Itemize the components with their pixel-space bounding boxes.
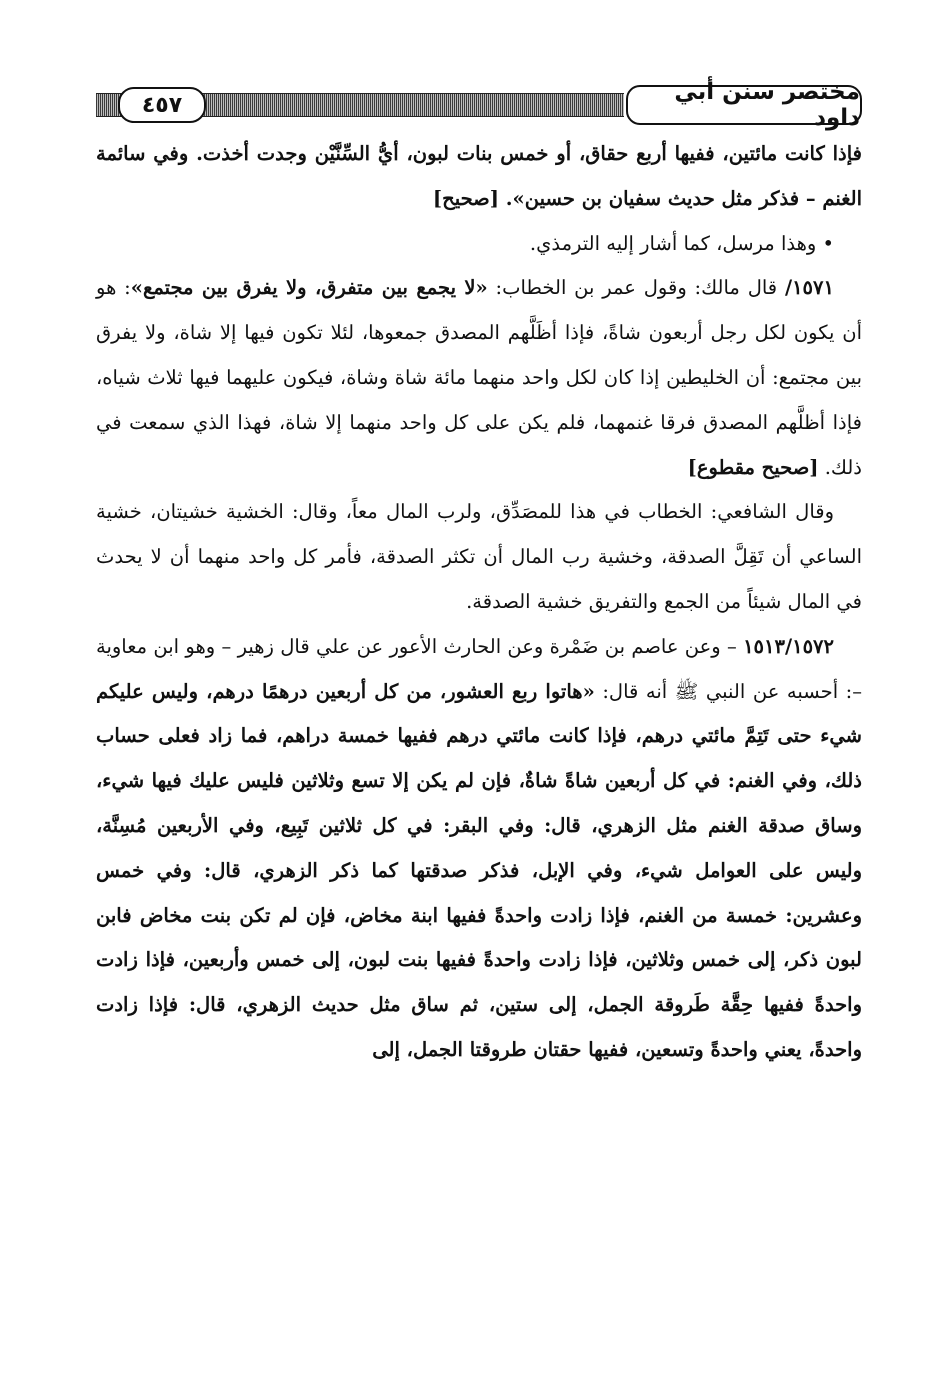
paragraph-5 [96, 625, 862, 1073]
hadith-text: فإذا كانت مائتين، ففيها أربع حقاق، أو خمس بنات لبون، أيُّ السِّنَّيْن وجدت أخذت. وفي سائمة الغنم – فذكر مثل حديث سفيان بن حسين». [صحيح] [96, 142, 862, 210]
page-number: ٤٥٧ [118, 87, 206, 123]
narration-text: – وعن عاصم بن ضَمْرة وعن الحارث الأعور عن علي قال زهير – وهو ابن معاوية –: أحسبه عن النبي ﷺ أنه قال: [96, 634, 862, 703]
explanation-text: : هو أن يكون لكل رجل أربعون شاةً، فإذا أظَلَّهم المصدق جمعوها، لئلا تكون فيها إلا شاة، ولا يفرق بين مجتمع: أن الخليطين إذا كان لكل واحد منهما مائة شاة وشاة، فيكون عليهما فيها ثلاث شياه، فإذا أظلَّهم المصدق فرقا غنمهما، فلم يكن على كل واحد منهما إلا شاة، فهذا الذي سمعت في ذلك. [96, 276, 862, 479]
commentary-text: وقال الشافعي: الخطاب في هذا للمصَدِّق، ولرب المال معاً، وقال: الخشية خشيتان، خشية الساعي أن تَقِلَّ الصدقة، وخشية رب المال أن تكثر الصدقة، فأمر كل واحد منهما أن لا يحدث في المال شيئاً من الجمع والتفريق خشية الصدقة. [96, 500, 862, 613]
hadith-number: ١٥١٣/١٥٧٢ [743, 634, 834, 658]
page-header [96, 79, 862, 131]
hadith-text: «هاتوا ربع العشور، من كل أربعين درهمًا درهم، وليس عليكم شيء حتى تَتِمَّ مائتي درهم، فإذا كانت مائتي درهم ففيها خمسة دراهم، فما زاد فعلى حساب ذلك، وفي الغنم: في كل أربعين شاةً شاةٌ، فإن لم يكن إلا تسع وثلاثين فليس عليك فيها شيء، وساق صدقة الغنم مثل الزهري، قال: وفي البقر: في كل ثلاثين تَبِيع، وفي الأربعين مُسِنَّة، وليس على العوامل شيء، وفي الإبل، فذكر صدقتها كما ذكر الزهري، قال: وفي خمس وعشرين: خمسة من الغنم، فإذا زادت واحدةً ففيها ابنة مخاض، فإن لم تكن بنت مخاض فابن لبون ذكر، إلى خمس وثلاثين، فإذا زادت واحدةً ففيها بنت لبون، إلى خمس وأربعين، فإذا زادت واحدةً ففيها حِقَّة طَروقة الجمل، إلى ستين، ثم ساق مثل حديث الزهري، قال: فإذا زادت واحدةً، يعني واحدةً وتسعين، ففيها حقتان طروقتا الجمل، إلى [96, 679, 862, 1061]
commentary-text: • وهذا مرسل، كما أشار إليه الترمذي. [529, 231, 834, 255]
book-title: مختصر سنن أبي داود [626, 85, 862, 125]
narration-text: قال مالك: وقول عمر بن الخطاب: [487, 276, 785, 300]
grade-label: [صحيح مقطوع] [687, 455, 819, 479]
hadith-number: ١٥٧١/ [784, 276, 834, 300]
paragraph-2 [96, 222, 862, 267]
paragraph-1 [96, 132, 862, 222]
page-body [96, 132, 862, 1073]
paragraph-3 [96, 266, 862, 490]
paragraph-4 [96, 490, 862, 624]
quoted-saying: «لا يجمع بين متفرق، ولا يفرق بين مجتمع» [130, 276, 488, 300]
